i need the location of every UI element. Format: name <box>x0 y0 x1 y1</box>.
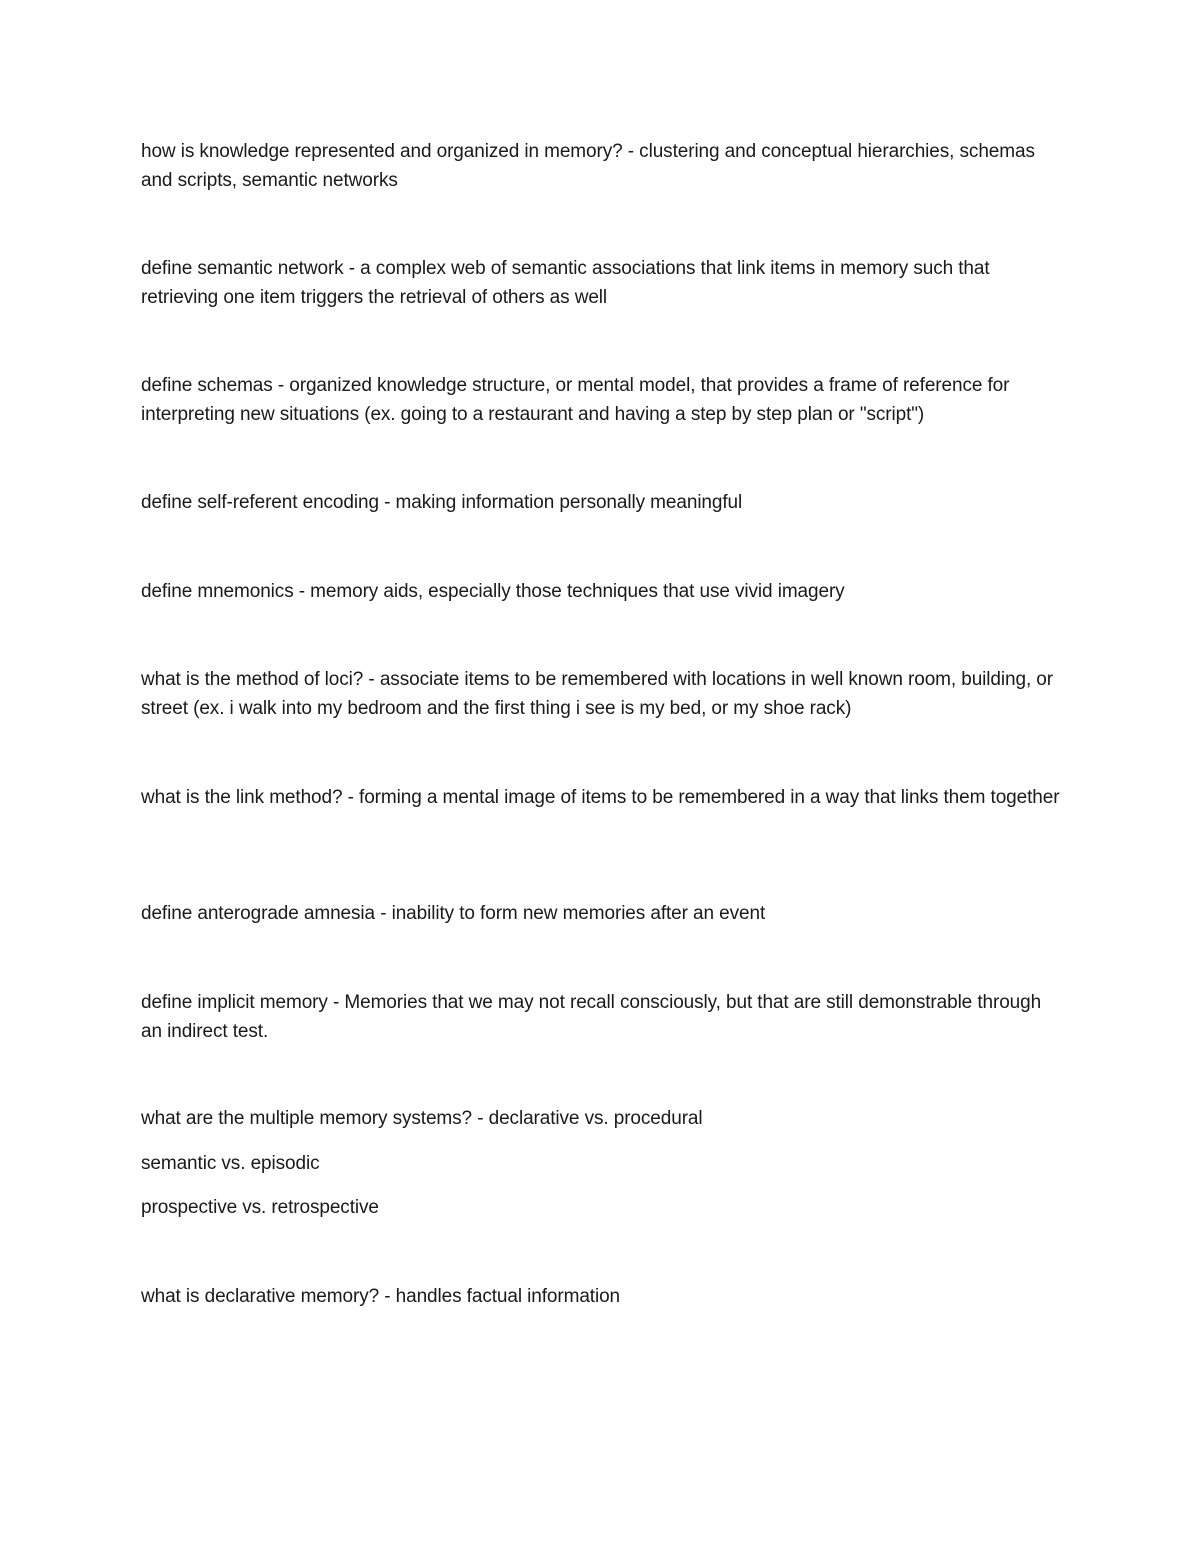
entry-semantic-network: define semantic network - a complex web of semantic associations that link items in memory such that retrieving one item triggers the retrieval of others as well <box>141 258 990 308</box>
entry-self-referent-encoding: define self-referent encoding - making information personally meaningful <box>141 492 743 513</box>
entry-implicit-memory: define implicit memory - Memories that we may not recall consciously, but that are still demonstrable through an indirect test. <box>141 992 1042 1042</box>
entry-semantic-vs-episodic: semantic vs. episodic <box>141 1153 320 1174</box>
entry-prospective-vs-retrospective: prospective vs. retrospective <box>141 1197 379 1218</box>
entry-declarative-memory: what is declarative memory? - handles factual information <box>141 1286 621 1307</box>
entry-method-of-loci: what is the method of loci? - associate items to be remembered with locations in well known room, building, or street (ex. i walk into my bedroom and the first thing i see is my bed, or my shoe rack) <box>141 669 1053 719</box>
entry-multiple-memory-systems: what are the multiple memory systems? - declarative vs. procedural <box>141 1108 703 1129</box>
entry-anterograde-amnesia: define anterograde amnesia - inability to form new memories after an event <box>141 903 766 924</box>
entry-knowledge-representation: how is knowledge represented and organized in memory? - clustering and conceptual hierarchies, schemas and scripts, semantic networks <box>141 141 1035 191</box>
entry-schemas: define schemas - organized knowledge structure, or mental model, that provides a frame of reference for interpreting new situations (ex. going to a restaurant and having a step by step plan or "script") <box>141 375 1010 425</box>
entry-mnemonics: define mnemonics - memory aids, especially those techniques that use vivid imagery <box>141 581 845 602</box>
entry-link-method: what is the link method? - forming a mental image of items to be remembered in a way that links them together <box>141 787 1060 808</box>
